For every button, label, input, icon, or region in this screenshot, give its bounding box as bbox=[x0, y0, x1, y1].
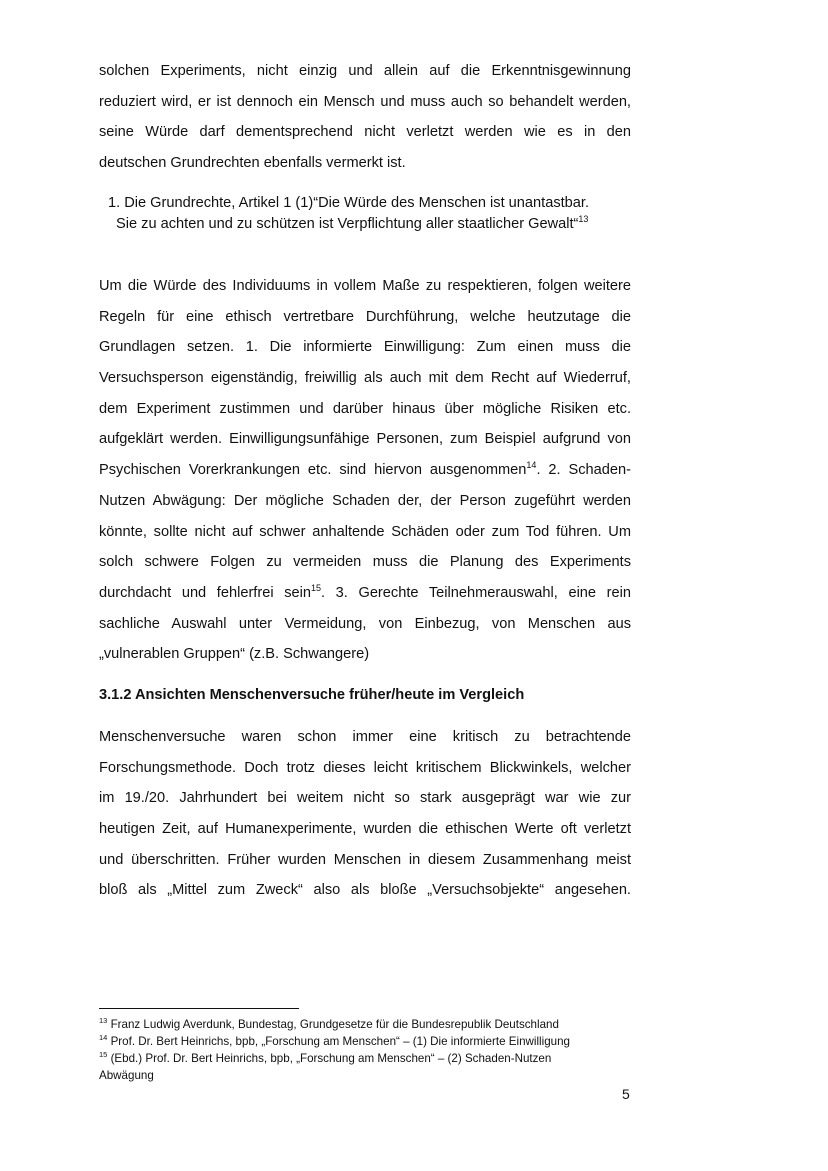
text-line: Versuchsperson eigenständig, freiwillig als auch mit dem Recht auf Wiederruf, bbox=[99, 370, 631, 387]
footnote-ref: 15 bbox=[310, 583, 321, 594]
text-line: und überschritten. Früher wurden Menschen in diesem Zusammenhang meist bbox=[99, 851, 631, 868]
text-line: heutigen Zeit, auf Humanexperimente, wurden die ethischen Werte oft verletzt bbox=[99, 821, 631, 838]
text-line: Forschungsmethode. Doch trotz dieses leicht kritischem Blickwinkels, welcher bbox=[99, 759, 631, 776]
quote-line: 1. Die Grundrechte, Artikel 1 (1)“Die Würde des Menschen ist unantastbar. bbox=[108, 195, 590, 211]
text-fragment: . 2. Schaden- bbox=[536, 462, 631, 479]
text-line: solchen Experiments, nicht einzig und allein auf die Erkenntnisgewinnung bbox=[99, 63, 631, 79]
footnote-item bbox=[99, 1033, 629, 1050]
footnotes bbox=[99, 1016, 629, 1084]
footnote-continuation: Abwägung bbox=[99, 1069, 154, 1082]
text-line: Regeln für eine ethisch vertretbare Durchführung, welche heutzutage die bbox=[99, 308, 631, 325]
quote-line-text: Sie zu achten und zu schützen ist Verpflichtung aller staatlicher Gewalt“ bbox=[116, 216, 579, 232]
text-line: Nutzen Abwägung: Der mögliche Schaden der, der Person zugeführt werden bbox=[99, 492, 631, 509]
paragraph-rules bbox=[99, 271, 631, 670]
text-line: „vulnerablen Gruppen“ (z.B. Schwangere) bbox=[99, 646, 370, 663]
text-fragment: . 3. Gerechte Teilnehmerauswahl, eine rein bbox=[321, 584, 631, 601]
text-line bbox=[99, 455, 631, 486]
footnote-item bbox=[99, 1016, 629, 1033]
paragraph-history bbox=[99, 722, 631, 906]
paragraph-intro bbox=[99, 56, 631, 179]
footnote-number: 15 bbox=[99, 1050, 108, 1060]
text-line: reduziert wird, er ist dennoch ein Mensch und muss auch so behandelt werden, bbox=[99, 93, 631, 110]
text-line: solch schwere Folgen zu vermeiden muss die Planung des Experiments bbox=[99, 554, 631, 571]
text-line: sachliche Auswahl unter Vermeidung, von Einbezug, von Menschen aus bbox=[99, 615, 631, 632]
footnote-ref: 14 bbox=[526, 460, 537, 471]
footnote-text: Franz Ludwig Averdunk, Bundestag, Grundgesetze für die Bundesrepublik Deutschland bbox=[107, 1018, 559, 1031]
footnote-number: 13 bbox=[99, 1016, 108, 1026]
footnote-ref: 13 bbox=[578, 214, 589, 225]
text-fragment: Psychischen Vorerkrankungen etc. sind hiervon ausgenommen bbox=[99, 462, 527, 479]
text-line: aufgeklärt werden. Einwilligungsunfähige Personen, zum Beispiel aufgrund von bbox=[99, 431, 631, 448]
quote-line bbox=[108, 214, 628, 235]
footnote-separator bbox=[99, 1008, 299, 1009]
text-line: seine Würde darf dementsprechend nicht verletzt werden wie es in den bbox=[99, 124, 631, 141]
text-fragment: durchdacht und fehlerfrei sein bbox=[99, 584, 311, 601]
text-line: im 19./20. Jahrhundert bei weitem nicht so stark ausgeprägt war wie zur bbox=[99, 790, 631, 807]
text-line: Menschenversuche waren schon immer eine kritisch zu betrachtende bbox=[99, 729, 631, 745]
footnote-item bbox=[99, 1050, 629, 1067]
text-line: könnte, sollte nicht auf schwer anhaltende Schäden oder zum Tod führen. Um bbox=[99, 523, 631, 540]
footnote-number: 14 bbox=[99, 1033, 108, 1043]
section-heading: 3.1.2 Ansichten Menschenversuche früher/heute im Vergleich bbox=[99, 687, 525, 703]
text-line: dem Experiment zustimmen und darüber hinaus über mögliche Risiken etc. bbox=[99, 400, 631, 417]
footnote-text: Prof. Dr. Bert Heinrichs, bpb, „Forschung am Menschen“ – (1) Die informierte Einwilligung bbox=[107, 1035, 570, 1048]
grundrechte-quote bbox=[108, 193, 628, 235]
text-line: bloß als „Mittel zum Zweck“ also als bloße „Versuchsobjekte“ angesehen. bbox=[99, 882, 631, 899]
page-number: 5 bbox=[622, 1086, 630, 1102]
text-line: deutschen Grundrechten ebenfalls vermerkt ist. bbox=[99, 155, 406, 172]
text-line: Grundlagen setzen. 1. Die informierte Einwilligung: Zum einen muss die bbox=[99, 339, 631, 356]
text-line bbox=[99, 578, 631, 609]
text-line: Um die Würde des Individuums in vollem Maße zu respektieren, folgen weitere bbox=[99, 278, 631, 294]
footnote-text: (Ebd.) Prof. Dr. Bert Heinrichs, bpb, „Forschung am Menschen“ – (2) Schaden-Nutzen bbox=[107, 1052, 552, 1065]
